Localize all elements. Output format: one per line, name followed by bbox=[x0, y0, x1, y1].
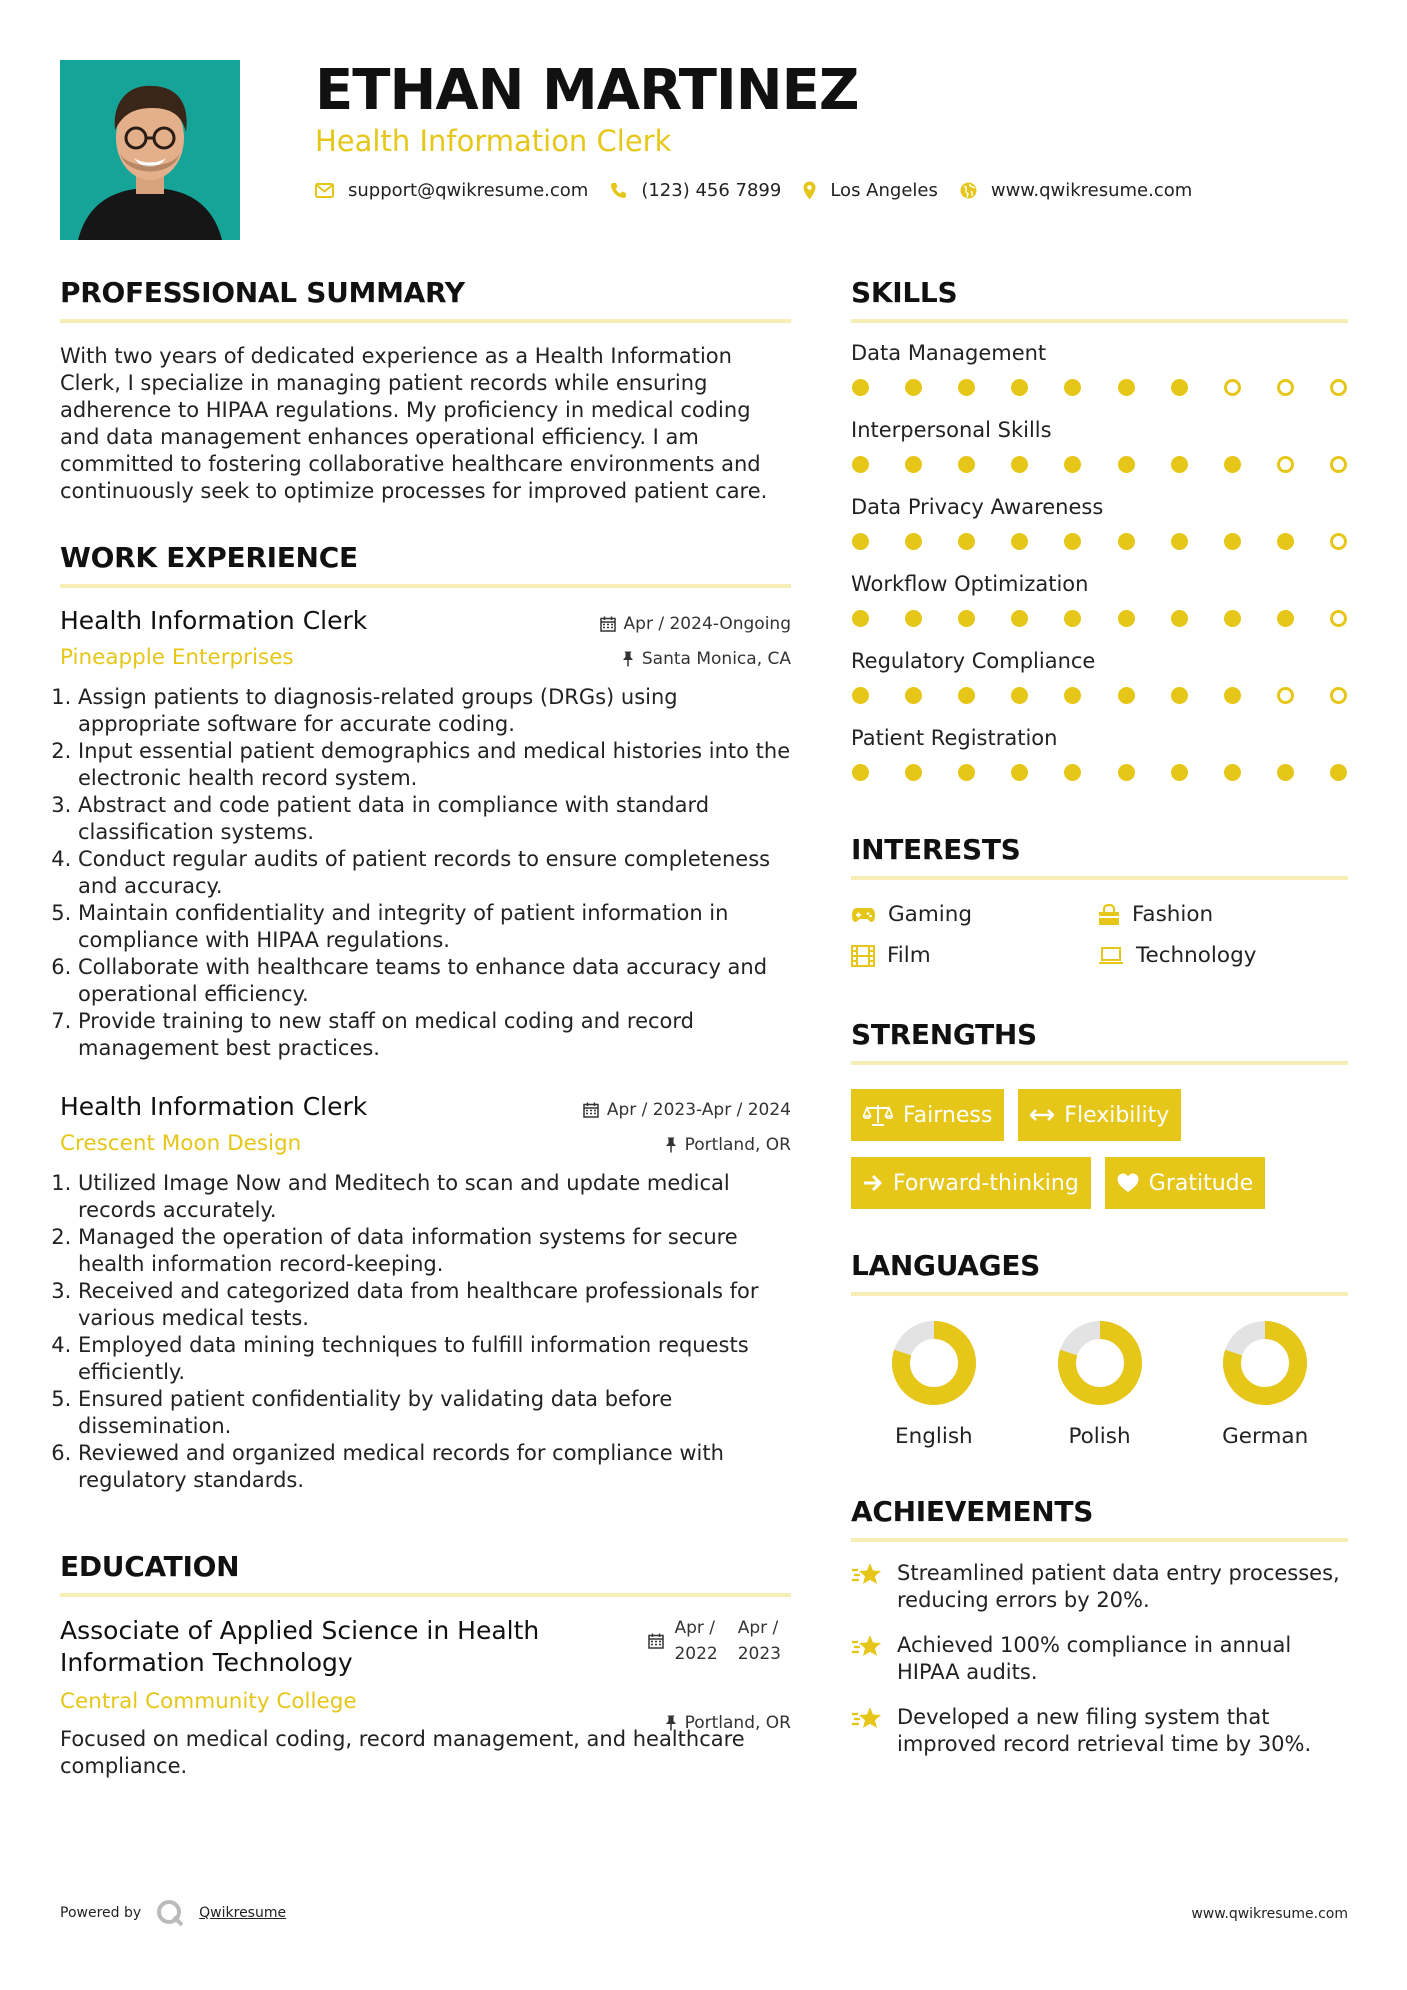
contact-website-text: www.qwikresume.com bbox=[990, 180, 1193, 201]
strength-label: Flexibility bbox=[1064, 1102, 1170, 1128]
rating-dot-filled bbox=[1277, 610, 1294, 627]
interest-item bbox=[1098, 902, 1348, 927]
rating-dot-filled bbox=[958, 456, 975, 473]
footer-powered bbox=[60, 1898, 286, 1928]
footer-brand-link[interactable]: Qwikresume bbox=[199, 1905, 287, 1921]
skill-rating bbox=[851, 456, 1348, 473]
calendar-icon bbox=[583, 1102, 599, 1118]
rating-dot-filled bbox=[1171, 456, 1188, 473]
arrows-horizontal-icon bbox=[1030, 1108, 1054, 1122]
phone-icon bbox=[610, 182, 627, 199]
rating-dot-filled bbox=[905, 533, 922, 550]
star-icon bbox=[851, 1634, 883, 1660]
rating-dot-filled bbox=[1011, 610, 1028, 627]
strength-label: Gratitude bbox=[1148, 1170, 1254, 1196]
education-title: EDUCATION bbox=[60, 1550, 791, 1597]
job-dates-text: Apr / 2024-Ongoing bbox=[623, 614, 791, 634]
rating-dot-filled bbox=[852, 610, 869, 627]
rating-dot-filled bbox=[1330, 764, 1347, 781]
rating-dot-empty bbox=[1277, 687, 1294, 704]
contact-location-text: Los Angeles bbox=[830, 180, 938, 201]
job-title: Health Information Clerk bbox=[60, 606, 368, 635]
contact-email[interactable] bbox=[315, 180, 588, 201]
skills-title: SKILLS bbox=[851, 276, 1348, 323]
rating-dot-filled bbox=[1118, 456, 1135, 473]
rating-dot-empty bbox=[1330, 610, 1347, 627]
gamepad-icon bbox=[851, 907, 876, 923]
rating-dot-empty bbox=[1277, 379, 1294, 396]
rating-dot-filled bbox=[852, 456, 869, 473]
rating-dot-filled bbox=[852, 533, 869, 550]
star-icon bbox=[851, 1706, 883, 1732]
profile-photo bbox=[60, 60, 240, 240]
achievement-item bbox=[851, 1560, 1348, 1614]
education-end-year: 2023 bbox=[737, 1644, 781, 1664]
rating-dot-filled bbox=[905, 379, 922, 396]
education-end-line: Apr / bbox=[737, 1618, 779, 1638]
skill-item bbox=[851, 495, 1348, 550]
achievement-item bbox=[851, 1632, 1348, 1686]
job-bullet: 1. Assign patients to diagnosis-related groups (DRGs) using appropriate software for accurate coding. bbox=[78, 684, 791, 738]
qwikresume-logo-icon bbox=[155, 1898, 185, 1928]
interest-label: Technology bbox=[1136, 943, 1257, 968]
contact-website[interactable] bbox=[960, 180, 1192, 201]
job-bullet: 5. Maintain confidentiality and integrity of patient information in compliance with HIPAA regulations. bbox=[78, 900, 791, 954]
rating-dot-empty bbox=[1330, 687, 1347, 704]
job-bullet: 3. Abstract and code patient data in compliance with standard classification systems. bbox=[78, 792, 791, 846]
rating-dot-filled bbox=[1064, 764, 1081, 781]
rating-dot-filled bbox=[1011, 764, 1028, 781]
pushpin-icon bbox=[665, 1137, 677, 1153]
rating-dot-filled bbox=[1171, 533, 1188, 550]
rating-dot-filled bbox=[852, 764, 869, 781]
strength-label: Fairness bbox=[903, 1102, 993, 1128]
language-donut bbox=[1222, 1320, 1308, 1406]
job-title: Health Information Clerk bbox=[60, 1092, 368, 1121]
rating-dot-filled bbox=[1064, 533, 1081, 550]
rating-dot-filled bbox=[1064, 379, 1081, 396]
rating-dot-filled bbox=[1224, 687, 1241, 704]
job-entry bbox=[60, 606, 791, 1062]
globe-icon bbox=[960, 182, 977, 199]
skill-rating bbox=[851, 379, 1348, 396]
laptop-icon bbox=[1098, 947, 1124, 965]
interest-label: Gaming bbox=[888, 902, 973, 927]
education-school: Central Community College bbox=[60, 1689, 357, 1714]
rating-dot-filled bbox=[1118, 764, 1135, 781]
summary-title: PROFESSIONAL SUMMARY bbox=[60, 276, 791, 323]
calendar-icon bbox=[600, 616, 616, 632]
rating-dot-filled bbox=[1224, 610, 1241, 627]
contact-phone-text: (123) 456 7899 bbox=[641, 180, 782, 201]
language-donut bbox=[891, 1320, 977, 1406]
rating-dot-filled bbox=[1224, 533, 1241, 550]
balance-scale-icon bbox=[863, 1104, 893, 1126]
language-label: English bbox=[895, 1424, 973, 1449]
avatar-illustration bbox=[60, 60, 240, 240]
skill-item bbox=[851, 341, 1348, 396]
job-entry bbox=[60, 1092, 791, 1494]
rating-dot-filled bbox=[905, 610, 922, 627]
rating-dot-filled bbox=[1171, 379, 1188, 396]
languages-title: LANGUAGES bbox=[851, 1249, 1348, 1296]
job-bullet: 7. Provide training to new staff on medical coding and record management best practices. bbox=[78, 1008, 791, 1062]
pushpin-icon bbox=[665, 1715, 677, 1731]
interest-item bbox=[851, 943, 1098, 968]
achievement-text: Achieved 100% compliance in annual HIPAA audits. bbox=[897, 1633, 1292, 1684]
contact-bar bbox=[315, 180, 1214, 201]
rating-dot-filled bbox=[1171, 687, 1188, 704]
job-bullet: 1. Utilized Image Now and Meditech to scan and update medical records accurately. bbox=[78, 1170, 791, 1224]
job-location bbox=[665, 1135, 791, 1155]
rating-dot-filled bbox=[1118, 687, 1135, 704]
rating-dot-filled bbox=[852, 379, 869, 396]
interest-item bbox=[851, 902, 1098, 927]
rating-dot-filled bbox=[958, 764, 975, 781]
language-label: Polish bbox=[1068, 1424, 1131, 1449]
job-bullets bbox=[60, 684, 791, 1062]
candidate-name: ETHAN MARTINEZ bbox=[315, 58, 859, 123]
language-label: German bbox=[1222, 1424, 1309, 1449]
job-bullet: 3. Received and categorized data from healthcare professionals for various medical tests. bbox=[78, 1278, 791, 1332]
map-pin-icon bbox=[803, 181, 816, 200]
interest-label: Fashion bbox=[1132, 902, 1214, 927]
rating-dot-filled bbox=[905, 687, 922, 704]
skill-rating bbox=[851, 610, 1348, 627]
education-description: Focused on medical coding, record management, and healthcare compliance. bbox=[60, 1727, 745, 1778]
interest-item bbox=[1098, 943, 1348, 968]
job-bullet: 6. Reviewed and organized medical records for compliance with regulatory standards. bbox=[78, 1440, 791, 1494]
rating-dot-filled bbox=[1171, 764, 1188, 781]
skill-rating bbox=[851, 687, 1348, 704]
strength-tag bbox=[851, 1089, 1004, 1141]
skill-item bbox=[851, 726, 1348, 781]
job-location-text: Santa Monica, CA bbox=[641, 649, 791, 669]
strength-tag bbox=[1105, 1157, 1265, 1209]
rating-dot-filled bbox=[905, 764, 922, 781]
education-end bbox=[738, 1615, 781, 1667]
achievement-text: Streamlined patient data entry processes, reducing errors by 20%. bbox=[897, 1561, 1340, 1612]
education-location-text: Portland, OR bbox=[684, 1713, 791, 1733]
rating-dot-empty bbox=[1330, 533, 1347, 550]
skill-name: Workflow Optimization bbox=[851, 572, 1089, 596]
job-bullet: 5. Ensured patient confidentiality by validating data before dissemination. bbox=[78, 1386, 791, 1440]
heart-icon bbox=[1117, 1173, 1139, 1193]
skill-name: Data Management bbox=[851, 341, 1047, 365]
rating-dot-empty bbox=[1224, 379, 1241, 396]
education-start-year: 2022 bbox=[674, 1644, 718, 1664]
interests-list bbox=[851, 902, 1348, 968]
star-icon bbox=[851, 1562, 883, 1588]
job-location bbox=[622, 649, 791, 669]
job-bullet: 6. Collaborate with healthcare teams to enhance data accuracy and operational efficiency. bbox=[78, 954, 791, 1008]
job-dates-text: Apr / 2023-Apr / 2024 bbox=[606, 1100, 791, 1120]
rating-dot-filled bbox=[1171, 610, 1188, 627]
rating-dot-filled bbox=[958, 379, 975, 396]
rating-dot-filled bbox=[958, 687, 975, 704]
languages-list bbox=[851, 1320, 1348, 1449]
rating-dot-filled bbox=[1224, 764, 1241, 781]
skill-name: Interpersonal Skills bbox=[851, 418, 1052, 442]
shopping-bag-icon bbox=[1098, 904, 1120, 926]
contact-email-text: support@qwikresume.com bbox=[348, 180, 589, 201]
education-entry bbox=[60, 1615, 791, 1780]
rating-dot-filled bbox=[1277, 533, 1294, 550]
interest-label: Film bbox=[887, 943, 931, 968]
language-item bbox=[851, 1320, 1017, 1449]
rating-dot-filled bbox=[1277, 764, 1294, 781]
rating-dot-filled bbox=[958, 610, 975, 627]
language-item bbox=[1017, 1320, 1183, 1449]
strength-label: Forward-thinking bbox=[893, 1170, 1079, 1196]
work-title: WORK EXPERIENCE bbox=[60, 541, 791, 588]
interests-title: INTERESTS bbox=[851, 833, 1348, 880]
rating-dot-filled bbox=[1011, 456, 1028, 473]
skill-rating bbox=[851, 533, 1348, 550]
rating-dot-filled bbox=[1064, 610, 1081, 627]
summary-text: With two years of dedicated experience as a Health Information Clerk, I specialize in managing patient records while ensuring adherence to HIPAA regulations. My proficiency in medical coding and data management enhances operational efficiency. I am committed to fostering collaborative healthcare environments and continuously seek to optimize processes for improved patient care. bbox=[60, 344, 768, 503]
job-bullet: 2. Managed the operation of data information systems for secure health information record-keeping. bbox=[78, 1224, 791, 1278]
candidate-role: Health Information Clerk bbox=[315, 124, 672, 158]
envelope-icon bbox=[315, 183, 334, 198]
rating-dot-filled bbox=[1011, 687, 1028, 704]
rating-dot-empty bbox=[1330, 456, 1347, 473]
job-dates bbox=[583, 1100, 791, 1120]
footer-powered-label: Powered by bbox=[60, 1905, 142, 1921]
rating-dot-filled bbox=[852, 687, 869, 704]
strength-tag bbox=[851, 1157, 1091, 1209]
achievements-title: ACHIEVEMENTS bbox=[851, 1495, 1348, 1542]
rating-dot-filled bbox=[1118, 379, 1135, 396]
education-start bbox=[674, 1615, 717, 1667]
skills-list bbox=[851, 341, 1348, 781]
achievement-text: Developed a new filing system that improved record retrieval time by 30%. bbox=[897, 1705, 1312, 1756]
job-bullet: 4. Employed data mining techniques to fulfill information requests efficiently. bbox=[78, 1332, 791, 1386]
strengths-list bbox=[851, 1089, 1348, 1209]
strengths-title: STRENGTHS bbox=[851, 1018, 1348, 1065]
skill-item bbox=[851, 649, 1348, 704]
education-location bbox=[665, 1713, 791, 1733]
rating-dot-filled bbox=[958, 533, 975, 550]
film-icon bbox=[851, 945, 875, 967]
job-bullet: 2. Input essential patient demographics and medical histories into the electronic health record system. bbox=[78, 738, 791, 792]
job-company: Pineapple Enterprises bbox=[60, 645, 294, 670]
achievement-item bbox=[851, 1704, 1348, 1758]
rating-dot-filled bbox=[1118, 610, 1135, 627]
rating-dot-filled bbox=[1064, 687, 1081, 704]
skill-item bbox=[851, 418, 1348, 473]
job-dates bbox=[600, 614, 791, 634]
skill-rating bbox=[851, 764, 1348, 781]
language-item bbox=[1182, 1320, 1348, 1449]
footer-website[interactable]: www.qwikresume.com bbox=[1191, 1906, 1348, 1922]
calendar-icon bbox=[648, 1633, 664, 1649]
rating-dot-filled bbox=[905, 456, 922, 473]
rating-dot-empty bbox=[1330, 379, 1347, 396]
skill-item bbox=[851, 572, 1348, 627]
right-column bbox=[851, 276, 1348, 1758]
job-bullets bbox=[60, 1170, 791, 1494]
rating-dot-filled bbox=[1011, 379, 1028, 396]
rating-dot-empty bbox=[1277, 456, 1294, 473]
job-location-text: Portland, OR bbox=[684, 1135, 791, 1155]
contact-phone[interactable] bbox=[610, 180, 781, 201]
pushpin-icon bbox=[622, 651, 634, 667]
language-donut bbox=[1057, 1320, 1143, 1406]
rating-dot-filled bbox=[1118, 533, 1135, 550]
strength-tag bbox=[1018, 1089, 1181, 1141]
rating-dot-filled bbox=[1011, 533, 1028, 550]
education-dates bbox=[648, 1615, 781, 1667]
skill-name: Regulatory Compliance bbox=[851, 649, 1096, 673]
education-start-line: Apr / bbox=[674, 1618, 716, 1638]
job-company: Crescent Moon Design bbox=[60, 1131, 302, 1156]
arrow-right-icon bbox=[863, 1174, 883, 1192]
skill-name: Data Privacy Awareness bbox=[851, 495, 1104, 519]
job-bullet: 4. Conduct regular audits of patient records to ensure completeness and accuracy. bbox=[78, 846, 791, 900]
skill-name: Patient Registration bbox=[851, 726, 1058, 750]
rating-dot-filled bbox=[1224, 456, 1241, 473]
left-column bbox=[60, 276, 791, 1780]
education-degree: Associate of Applied Science in Health Information Technology bbox=[60, 1616, 540, 1677]
contact-location bbox=[803, 180, 938, 201]
achievements-list bbox=[851, 1560, 1348, 1758]
rating-dot-filled bbox=[1064, 456, 1081, 473]
